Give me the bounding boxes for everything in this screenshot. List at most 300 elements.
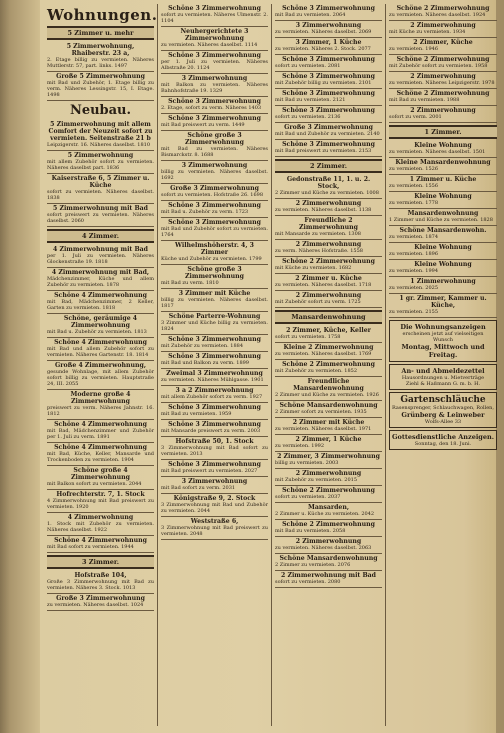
ad-body: mit Balkon zu vermieten. Näheres Bahnhofstraße 19. 1329	[161, 82, 268, 94]
section-header: 2 Zimmer.	[275, 159, 382, 173]
classified-ad	[161, 517, 268, 540]
ad-heading: Zweimal 3 Zimmerwohnung	[166, 370, 263, 377]
classified-ad	[161, 265, 268, 289]
advert-text: Hausordnungen u. Mietverträge	[401, 375, 485, 381]
classified-ad	[275, 106, 382, 123]
classified-ad	[389, 158, 497, 175]
ad-body: billig zu vermieten. Näheres daselbst. 1692	[161, 169, 268, 181]
classified-ad	[275, 4, 382, 21]
ad-body: zu vermieten. Näheres Mühlgasse. 1901	[161, 377, 264, 383]
ad-heading: Schöne 2 Zimmerwohnung	[396, 5, 490, 12]
classified-ad	[275, 571, 382, 588]
classified-ad	[389, 226, 497, 243]
classified-ad	[275, 503, 382, 520]
classified-ad	[161, 4, 268, 27]
ad-list	[47, 245, 154, 553]
classified-ad	[161, 437, 268, 460]
ad-heading: Schöne 3 Zimmerwohnung	[168, 404, 261, 411]
ad-body: 3 Zimmer und Küche billig zu vermieten. 1824	[161, 320, 268, 332]
ad-heading: 3 Zimmer mit Küche	[178, 290, 251, 297]
church-notices	[389, 430, 497, 450]
ad-list	[275, 4, 382, 157]
classified-ad	[161, 97, 268, 114]
classified-ad	[389, 294, 497, 318]
ad-heading: Schöne 2 Zimmerwohnung	[282, 487, 375, 494]
classified-ad	[275, 452, 382, 469]
ad-heading: Hofstraße 104,	[74, 572, 127, 579]
classified-ad	[161, 403, 268, 420]
ad-heading: 4 Zimmerwohnung mit Bad	[52, 246, 149, 253]
ad-heading: 3 Zimmerwohnung	[181, 75, 248, 82]
classified-ad	[47, 513, 154, 536]
ad-heading: Schöne 3 Zimmerwohnung	[168, 421, 261, 428]
ad-heading: Große 5 Zimmerwohnung	[56, 73, 145, 80]
classified-ad	[275, 291, 382, 308]
ad-heading: 2 Zimmerwohnung	[295, 292, 362, 299]
ad-heading: Freundliche Mansardenwohnung	[293, 378, 364, 392]
ad-heading: Schöne, geräumige 4 Zimmerwohnung	[63, 315, 138, 329]
ad-heading: Große 3 Zimmerwohnung	[284, 124, 373, 131]
classified-ad	[389, 192, 497, 209]
ad-heading: Große 4 Zimmerwohnung,	[54, 362, 146, 369]
ad-heading: 2 Zimmerwohnung	[410, 22, 476, 29]
ad-body: sofort zu vermieten. 2037	[275, 494, 341, 500]
ad-body: billig zu vermieten. Näheres daselbst. 1817	[161, 297, 268, 309]
ad-heading: Schöne 2 Zimmerwohnung	[396, 56, 490, 63]
ad-list	[389, 4, 497, 123]
classified-ad	[161, 386, 268, 403]
ad-body: sofort zu vermieten. Näheres daselbst. 1838	[47, 189, 154, 201]
classified-ad	[161, 184, 268, 201]
ad-body: sofort zu vermieten. 2081	[275, 63, 341, 69]
ad-body: mit Bad und Zubehör sofort zu vermieten. 1764	[161, 226, 268, 238]
ad-body: mit Bad und Balkon zu verm. 1899	[161, 360, 249, 366]
ad-heading: Schöne 3 Zimmerwohnung	[282, 56, 375, 63]
ad-body: zu vermieten. Näheres daselbst. 1718	[275, 282, 372, 288]
ad-heading: 2 Zimmer mit Küche	[292, 419, 365, 426]
ad-heading: Hofstraße 50, 1. Stock	[175, 438, 254, 445]
ad-body: mit Bad und Zubehör zu vermieten. 2140	[275, 131, 380, 137]
classified-ad	[389, 277, 497, 294]
ad-heading: 3 Zimmer, 1 Küche	[295, 39, 362, 46]
classified-ad	[161, 477, 268, 494]
section-title: Wohnungen.	[47, 6, 158, 24]
ad-heading: 4 Zimmerwohnung	[67, 514, 134, 521]
classified-ad	[275, 326, 382, 343]
ad-body: zu vermieten. Näheres daselbst. 2069	[275, 29, 372, 35]
ad-body: zu verm. Näheres Hofstraße. 1558	[275, 248, 363, 254]
classified-ad	[161, 51, 268, 74]
ad-body: Küche und Zubehör zu vermieten. 1799	[161, 256, 262, 262]
ad-body: zu vermieten. 1874	[389, 234, 439, 240]
classified-ad	[275, 123, 382, 140]
classified-ad	[275, 240, 382, 257]
classified-ad	[389, 106, 497, 123]
ad-heading: Schöne 4 Zimmerwohnung	[54, 292, 147, 299]
classified-ad	[275, 537, 382, 554]
ad-heading: Schöne 3 Zimmerwohnung	[282, 141, 375, 148]
classified-ad	[275, 216, 382, 240]
ad-body: mit Zubehör billig zu vermieten. 2101	[275, 80, 372, 86]
ad-heading: 5 Zimmerwohnung mit Bad	[52, 205, 149, 212]
classified-ad	[161, 74, 268, 97]
ad-body: zu vermieten. Näheres daselbst. 1769	[275, 351, 372, 357]
classified-ad	[389, 4, 497, 21]
section-header: Mansardenwohnung	[275, 310, 382, 324]
ad-body: mit Bad sofort zu verm. 2031	[161, 485, 236, 491]
ad-list	[47, 120, 154, 227]
ad-heading: Wilhelmshöherstr. 4, 3 Zimmer	[175, 242, 254, 256]
ad-body: sofort zu vermieten. 1758	[275, 334, 341, 340]
ad-heading: Schöne Parterre-Wohnung	[168, 313, 261, 320]
ad-body: sofort zu vermieten. 2136	[275, 114, 341, 120]
ad-heading: Kleine 2 Zimmerwohnung	[283, 344, 374, 351]
ad-body: 4 Zimmerwohnung mit Bad preiswert zu vermieten. 1920	[47, 498, 154, 510]
classified-ad	[161, 352, 268, 369]
ad-body: mit Bad preiswert zu vermieten. 2027	[161, 468, 258, 474]
ad-heading: Schöne 3 Zimmerwohnung	[168, 5, 261, 12]
ad-heading: Schöne Mansardenwohnung	[279, 402, 378, 409]
ad-body: 1. Stock mit Zubehör zu vermieten. Näheres daselbst. 1922	[47, 521, 154, 533]
ad-heading: Schöne 3 Zimmerwohnung	[168, 202, 261, 209]
classified-ad	[389, 72, 497, 89]
ad-body: zu vermieten. Näheres daselbst. 1024	[47, 602, 144, 608]
ad-body: mit Bad zu vermieten. Näheres Bismarckstr. 8. 1688	[161, 146, 268, 158]
ad-heading: Schöne 3 Zimmerwohnung	[168, 98, 261, 105]
ad-heading: 2 Zimmer, Küche	[413, 39, 473, 46]
classified-ad	[161, 218, 268, 241]
ad-heading: Schöne 3 Zimmerwohnung	[282, 90, 375, 97]
classified-ad	[47, 361, 154, 390]
column-2	[158, 4, 272, 726]
classified-ad	[47, 466, 154, 490]
ad-heading: Weststraße 6,	[190, 518, 239, 525]
ad-heading: Schöne 2 Zimmerwohnung	[282, 361, 375, 368]
ad-body: zu vermieten. Näheres daselbst. 1924	[389, 12, 486, 18]
ad-heading: Große 3 Zimmerwohnung	[170, 185, 259, 192]
classified-ad	[47, 594, 154, 611]
ad-body: zu vermieten. 1526	[389, 166, 439, 172]
ad-heading: 2 Zimmerwohnung	[295, 538, 362, 545]
section-header: 4 Zimmer.	[47, 229, 154, 243]
ad-heading: Gedonstraße 11, 1. u. 2. Stock,	[286, 176, 371, 190]
ad-body: 2. Etage billig zu vermieten. Näheres Muttlerstr. 57, part. links. 1497	[47, 57, 154, 69]
classified-ad	[161, 161, 268, 184]
ad-heading: Schöne Mansardenwohnung	[279, 555, 378, 562]
ad-body: zu vermieten. Näheres daselbst. 1501	[389, 149, 486, 155]
ad-body: mit Bad zu vermieten. 2058	[275, 528, 346, 534]
ad-body: mit Zubehör sofort zu verm. 1725	[275, 299, 361, 305]
ad-heading: 1 Zimmerwohnung	[410, 278, 476, 285]
classified-ad	[161, 312, 268, 335]
ad-body: zu vermieten. Näheres daselbst. 1114	[161, 42, 258, 48]
ad-body: 3 Zimmerwohnung mit Bad und Zubehör zu vermieten. 2044	[161, 502, 268, 514]
ad-heading: 3 a 2 Zimmerwohnung	[175, 387, 254, 394]
ad-heading: 2 Zimmer, 1 Küche	[295, 436, 362, 443]
ad-heading: 2 Zimmer u. Küche	[295, 275, 362, 282]
ad-list	[389, 141, 497, 318]
ad-body: sofort zu vermieten. Hofstraße 26. 1698	[161, 192, 264, 198]
ad-body: zu vermieten. Näheres daselbst. 1138	[275, 207, 372, 213]
ad-body: mit Bad, Küche, Keller, Mansarde und Trockenboden zu vermieten. 1904	[47, 451, 154, 463]
classified-ad	[161, 131, 268, 161]
ad-body: zu vermieten. 1556	[389, 183, 439, 189]
ad-body: zu vermieten. 1778	[389, 200, 439, 206]
classified-ad	[389, 209, 497, 226]
ad-heading: Große 3 Zimmerwohnung	[56, 595, 145, 602]
ad-heading: 5 Zimmerwohnung	[67, 152, 134, 159]
ad-body: mit Bad zu verm. 1810	[161, 280, 219, 286]
classified-ad	[161, 289, 268, 312]
ad-body: mit Zubehör zu vermieten. 1884	[161, 343, 244, 349]
ad-body: mit Zubehör zu vermieten. 1852	[275, 368, 358, 374]
classified-ad	[161, 27, 268, 51]
ad-heading: Kleine Wohnung	[414, 193, 472, 200]
ad-body: mit Zubehör sofort zu vermieten. 1958	[389, 63, 488, 69]
ad-heading: Schöne 3 Zimmerwohnung	[282, 73, 375, 80]
ad-heading: Schöne 4 Zimmerwohnung	[54, 421, 147, 428]
classified-ad	[47, 490, 154, 513]
ad-heading: Kleine Wohnung	[414, 261, 472, 268]
classified-ad	[161, 241, 268, 265]
classified-ad	[275, 360, 382, 377]
classified-ad	[47, 443, 154, 466]
ad-heading: 2 Zimmerwohnung	[295, 200, 362, 207]
ad-body: mit Mansarde zu vermieten. 1308	[275, 231, 361, 237]
ad-body: mit Küche zu vermieten. 1934	[389, 29, 466, 35]
classified-ad	[275, 418, 382, 435]
ad-list	[275, 175, 382, 308]
ad-body: sofort preiswert zu vermieten. Näheres daselbst. 2060	[47, 212, 154, 224]
ad-list	[47, 42, 154, 101]
ad-heading: 3 Zimmerwohnung	[181, 162, 248, 169]
ad-body: billig zu vermieten. 2003	[275, 460, 339, 466]
classified-ad	[275, 140, 382, 157]
ad-heading: Schöne 3 Zimmerwohnung	[168, 353, 261, 360]
page-binding-shadow	[0, 0, 40, 733]
columns-container	[44, 4, 500, 726]
classified-ad	[389, 21, 497, 38]
ad-body: mit Bad u. Zubehör zu verm. 1723	[161, 209, 249, 215]
church-title: Gottesdienstliche Anzeigen.	[392, 433, 494, 441]
ad-body: sofort zu vermieten. Näheres Ulmenstr. 2. 1104	[161, 12, 268, 24]
ad-body: Große 3 Zimmerwohnung mit Bad zu vermieten. Näheres 3. Stock. 1013	[47, 579, 154, 591]
classified-ad	[47, 204, 154, 227]
ad-body: gesunde Wohnlage, mit allem Zubehör sofort billig zu vermieten. Hauptstraße 24, III. 2055	[47, 369, 154, 387]
advert-company: Grünberg & Leinweber	[401, 411, 485, 419]
column-1	[44, 4, 158, 726]
classified-ad	[275, 72, 382, 89]
ad-heading: Kleine Wohnung	[414, 142, 472, 149]
ad-body: per 1. Juli zu vermieten. Näheres Glockenstraße 19. 1818	[47, 253, 154, 265]
ad-body: mit allem Zubehör sofort zu vermieten. Näheres daselbst part. 1836	[47, 159, 154, 171]
ad-body: mit Bad, Mädchenzimmer und Zubehör per 1. Juli zu verm. 1891	[47, 428, 154, 440]
ad-body: mit Bad sofort zu vermieten. 1944	[47, 544, 134, 550]
ad-body: mit Küche zu vermieten. 1682	[275, 265, 352, 271]
ad-heading: Schöne 2 Zimmerwohnung	[282, 521, 375, 528]
classified-ad	[47, 536, 154, 553]
ad-heading: 2 Zimmerwohnung	[295, 470, 362, 477]
ad-heading: Schöne große 4 Zimmerwohnung	[71, 467, 130, 481]
classified-ad	[47, 174, 154, 204]
advert-title: An- und Abmeldezettel	[401, 367, 485, 375]
classified-ad	[275, 469, 382, 486]
ad-heading: 2 Zimmerwohnung	[410, 73, 476, 80]
ad-body: mit Zubehör zu vermieten. 2015	[275, 477, 358, 483]
classified-ad	[389, 55, 497, 72]
ad-body: 2 Zimmer u. Küche zu vermieten. 2042	[275, 511, 375, 517]
ad-heading: 2 Zimmer, Küche, Keller	[286, 327, 371, 334]
ad-heading: Moderne große 4 Zimmerwohnung	[70, 391, 131, 405]
ad-body: mit Bad preiswert zu vermieten. 2153	[275, 148, 372, 154]
ad-body: zu vermieten. 1994	[389, 268, 439, 274]
advert-title: Gartenschläuche	[400, 395, 486, 405]
ad-body: mit Bad und Zubehör, 1. Etage billig zu verm. Näheres Lessingstr. 15, I. Etage. 1498	[47, 80, 154, 98]
ad-body: sofort zu vermieten. 2080	[275, 579, 341, 585]
classified-ad	[47, 72, 154, 101]
classified-ad	[275, 401, 382, 418]
ad-body: per 1. Juli zu vermieten. Näheres Albstraße 20. 1124	[161, 59, 268, 71]
classified-ad	[275, 343, 382, 360]
classified-ad	[389, 260, 497, 277]
ad-heading: Schöne 4 Zimmerwohnung	[54, 537, 147, 544]
ad-body: 1 Zimmer und Küche zu vermieten. 1828	[389, 217, 493, 223]
ad-body: mit Bad und allem Zubehör sofort zu vermieten. Näheres Gartenstr. 18. 1814	[47, 346, 154, 358]
church-date: Sonntag, den 18. Juni.	[414, 441, 472, 447]
classified-ad	[161, 201, 268, 218]
classified-ad	[47, 314, 154, 338]
classified-ad	[275, 486, 382, 503]
advert-address: Wolfs-Allee 33	[424, 419, 462, 425]
classified-ad	[47, 245, 154, 268]
classified-ad	[47, 571, 154, 594]
classified-ad	[275, 199, 382, 216]
ad-heading: Schöne 2 Zimmerwohnung	[282, 258, 375, 265]
classified-ad	[275, 21, 382, 38]
ad-heading: 2 Zimmerwohnung mit Bad	[280, 572, 377, 579]
classified-ad	[389, 141, 497, 158]
ad-heading: Schöne 3 Zimmerwohnung	[282, 107, 375, 114]
ad-body: mit Balkon sofort zu vermieten. 2044	[47, 481, 142, 487]
ad-heading: Königstraße 9, 2. Stock	[173, 495, 256, 502]
ad-heading: Freundliche 2 Zimmerwohnung	[299, 217, 358, 231]
ad-heading: 4 Zimmerwohnung mit Bad,	[51, 269, 150, 276]
ad-body: mit Mansarde preiswert zu verm. 2003	[161, 428, 261, 434]
advert-text: Rasensprenger, Schlauchwagen, Rollen,	[392, 405, 494, 411]
garden-hose-advert	[389, 392, 497, 428]
classified-ad	[161, 460, 268, 477]
ad-heading: 5 Zimmerwohnung, Rhaiberstr. 23 a,	[66, 43, 135, 57]
ad-body: mit Bad zu vermieten. 1988	[389, 97, 460, 103]
ad-heading: Schöne 3 Zimmerwohnung	[282, 5, 375, 12]
ad-heading: Schöne 3 Zimmerwohnung	[168, 461, 261, 468]
classified-ad	[389, 89, 497, 106]
classified-ad	[161, 494, 268, 517]
classified-ad	[275, 520, 382, 537]
ad-body: Mädchenzimmer, Küche und allem Zubehör zu vermieten. 1878	[47, 276, 154, 288]
classified-ad	[47, 42, 154, 72]
ad-body: mit Bad, Mädchenzimmer, 2 Keller, Garten zu vermieten. 1818	[47, 299, 154, 311]
classified-ad	[389, 38, 497, 55]
ad-heading: Mansardenwohnung	[407, 210, 479, 217]
notice-text: erscheinen jetzt auf vielseitigen Wunsch	[402, 331, 484, 343]
ad-body: mit Bad preiswert zu verm. 1449	[161, 122, 245, 128]
ad-heading: Schöne 4 Zimmerwohnung	[54, 444, 147, 451]
ad-heading: 2 Zimmerwohnung	[410, 107, 476, 114]
ad-body: zu vermieten. Näheres 2. Stock. 2077	[275, 46, 371, 52]
ad-heading: Schöne 3 Zimmerwohnung	[168, 115, 261, 122]
ad-heading: Mansarden,	[307, 504, 350, 511]
ad-body: 2 Zimmer und Küche zu vermieten. 1926	[275, 392, 379, 398]
ad-heading: Schöne 4 Zimmerwohnung	[54, 339, 147, 346]
ad-heading: 3 Zimmerwohnung	[181, 478, 248, 485]
ad-body: zu vermieten. 2155	[389, 309, 439, 315]
notice-days: Montag, Mittwoch und Freitag.	[401, 343, 485, 359]
ad-body: 2 Zimmer und Küche zu vermieten. 1008	[275, 190, 379, 196]
ad-body: 3 Zimmerwohnung mit Bad sofort zu vermieten. 2013	[161, 445, 268, 457]
ad-body: 2. Etage, sofort zu verm. Näheres 1403	[161, 105, 262, 111]
ad-heading: Schöne 3 Zimmerwohnung	[168, 52, 261, 59]
ad-heading: Schöne Mansardenwohn.	[399, 227, 487, 234]
classified-ad	[47, 291, 154, 314]
ad-body: 2 Zimmer sofort zu vermieten. 1935	[275, 409, 367, 415]
classified-ad	[161, 114, 268, 131]
ad-heading: Neuhergerichtete 3 Zimmerwohnung	[180, 28, 249, 42]
ad-body: mit allem Zubehör sofort zu verm. 1927	[161, 394, 263, 400]
classified-ad	[275, 377, 382, 401]
classified-ad	[275, 435, 382, 452]
ad-heading: 1 gr. Zimmer, Kammer u. Küche,	[399, 295, 487, 309]
ad-list	[47, 571, 154, 611]
classified-ad	[161, 369, 268, 386]
section-header: 5 Zimmer u. mehr	[47, 26, 154, 40]
classified-ad	[275, 274, 382, 291]
column-4	[386, 4, 500, 726]
classified-ad	[389, 175, 497, 192]
ad-body: mit Bad zu vermieten. 1959	[161, 411, 232, 417]
forms-advert	[389, 364, 497, 390]
ad-heading: 5 Zimmerwohnung mit allem Comfort der Neuzeit sofort zu vermieten. Seitenstraße 21 b	[48, 121, 153, 142]
section-header: 3 Zimmer.	[47, 555, 154, 569]
ad-body: 2 Zimmer zu vermieten. 2076	[275, 562, 351, 568]
section-header: 1 Zimmer.	[389, 125, 497, 139]
classified-ad	[47, 420, 154, 443]
ad-body: zu vermieten. Näheres daselbst. 2063	[275, 545, 372, 551]
ad-body: 3 Zimmerwohnung mit Bad preiswert zu vermieten. 2048	[161, 525, 268, 537]
ad-heading: 3 Zimmerwohnung	[295, 22, 362, 29]
column-3	[272, 4, 386, 726]
classified-ad	[47, 390, 154, 420]
notice-title: Die Wohnungsanzeigen	[400, 323, 486, 331]
classified-ad	[389, 243, 497, 260]
classified-ad	[161, 335, 268, 352]
classified-ad	[275, 38, 382, 55]
classified-ad	[47, 338, 154, 361]
classified-ad	[275, 89, 382, 106]
classified-ad	[161, 420, 268, 437]
ad-body: zu vermieten. Näheres Leipzigerstr. 1978	[389, 80, 495, 86]
ad-heading: 2 Zimmer, 3 Zimmerwohnung	[277, 453, 380, 460]
ad-heading: Schöne 2 Zimmerwohnung	[396, 90, 490, 97]
ad-heading: 2 Zimmerwohnung	[295, 241, 362, 248]
ad-body: mit Bad u. Zubehör zu vermieten. 1813	[47, 329, 147, 335]
classified-ad	[47, 268, 154, 291]
ad-heading: Schöne 3 Zimmerwohnung	[168, 336, 261, 343]
ad-heading: Hofrechterstr. 7, 1. Stock	[56, 491, 145, 498]
advert-company: Ziehl & Haßmann G. m. b. H.	[405, 381, 481, 387]
ad-heading: Schöne 3 Zimmerwohnung	[168, 219, 261, 226]
ad-body: zu vermieten. 1896	[389, 251, 439, 257]
